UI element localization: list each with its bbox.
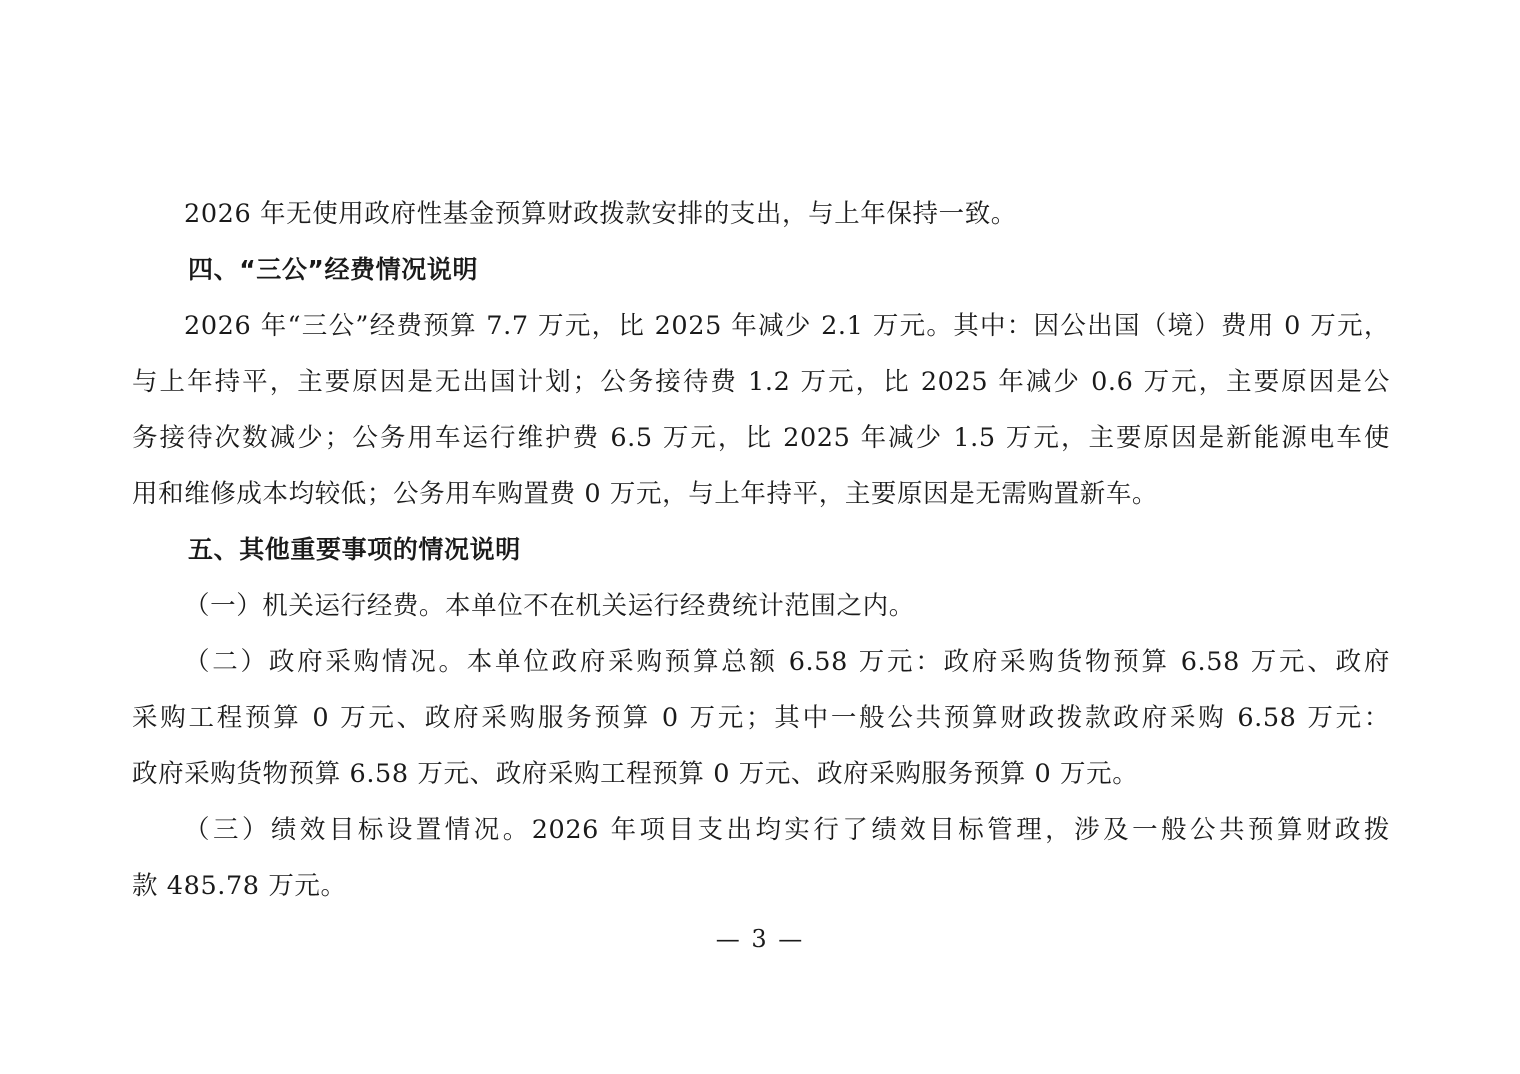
section-heading: 五、其他重要事项的情况说明 — [188, 535, 521, 564]
paragraph-line: 务接待次数减少；公务用车运行维护费 6.5 万元，比 2025 年减少 1.5 万元，主要原因是新能源电车使 — [132, 423, 1390, 453]
paragraph-line: 2026 年“三公”经费预算 7.7 万元，比 2025 年减少 2.1 万元。其中：因公出国（境）费用 0 万元， — [184, 311, 1390, 341]
paragraph-line: 款 485.78 万元。 — [132, 871, 347, 901]
paragraph-line: 采购工程预算 0 万元、政府采购服务预算 0 万元；其中一般公共预算财政拨款政府采购 6.58 万元： — [132, 703, 1390, 733]
paragraph-line: （三）绩效目标设置情况。2026 年项目支出均实行了绩效目标管理，涉及一般公共预算财政拨 — [184, 815, 1390, 845]
section-heading: 四、“三公”经费情况说明 — [188, 255, 479, 284]
document-body — [132, 186, 1390, 914]
page-number: — 3 — — [715, 925, 805, 953]
paragraph-line: 与上年持平，主要原因是无出国计划；公务接待费 1.2 万元，比 2025 年减少 0.6 万元，主要原因是公 — [132, 367, 1390, 397]
paragraph-line: （一）机关运行经费。本单位不在机关运行经费统计范围之内。 — [184, 591, 915, 621]
paragraph-line: 政府采购货物预算 6.58 万元、政府采购工程预算 0 万元、政府采购服务预算 0 万元。 — [132, 759, 1139, 789]
paragraph-line: 2026 年无使用政府性基金预算财政拨款安排的支出，与上年保持一致。 — [184, 199, 1017, 229]
paragraph-line: 用和维修成本均较低；公务用车购置费 0 万元，与上年持平，主要原因是无需购置新车。 — [132, 479, 1159, 509]
paragraph-line: （二）政府采购情况。本单位政府采购预算总额 6.58 万元：政府采购货物预算 6.58 万元、政府 — [184, 647, 1390, 677]
